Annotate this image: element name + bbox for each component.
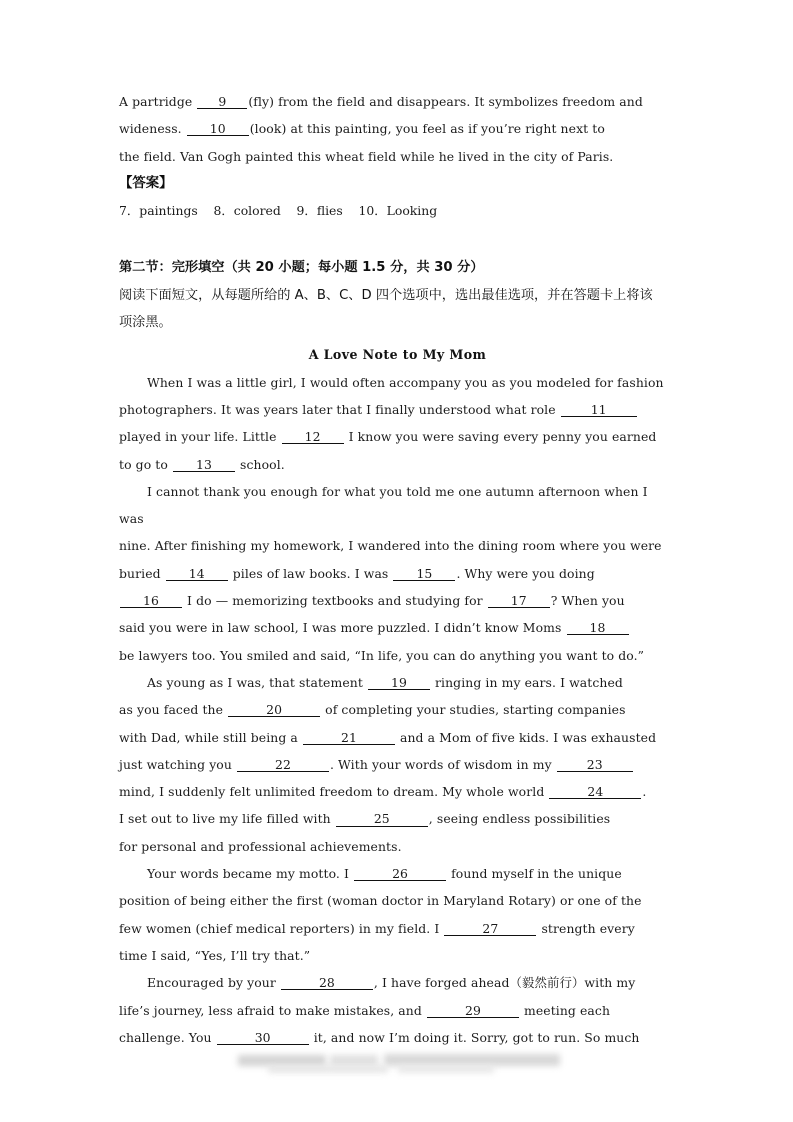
passage-paragraph-1 <box>119 369 676 478</box>
p5-line2a: life’s journey, less afraid to make mistakes, and <box>119 1002 426 1018</box>
blank-9[interactable]: 9 <box>197 95 247 109</box>
cloze-text-10b: (look) at this painting, you feel as if you’re right next to <box>249 121 605 137</box>
p5-line2b: meeting each <box>519 1002 611 1018</box>
footer-watermark <box>238 1048 560 1074</box>
p5-line3b: it, and now I’m doing it. Sorry, got to run. So much <box>309 1029 640 1045</box>
p3-line3a: with Dad, while still being a <box>119 729 302 745</box>
blank-21[interactable]: 21 <box>303 731 395 745</box>
section-heading: 第二节：完形填空（共 20 小题；每小题 1.5 分，共 30 分） <box>119 260 484 276</box>
p3-line6a: I set out to live my life filled with <box>119 811 335 827</box>
blank-26[interactable]: 26 <box>354 867 446 881</box>
cloze-text-10a: wideness. <box>119 121 186 137</box>
p3-line2a: as you faced the <box>119 702 228 718</box>
passage-paragraph-2 <box>119 478 676 669</box>
blank-23[interactable]: 23 <box>557 758 633 772</box>
p3-line3b: and a Mom of five kids. I was exhausted <box>395 729 657 745</box>
cloze-intro-paragraph <box>119 88 676 170</box>
blank-12[interactable]: 12 <box>282 430 344 444</box>
instruction-line-2: 项涂黑。 <box>119 315 172 331</box>
blank-19[interactable]: 19 <box>368 676 430 690</box>
blank-22[interactable]: 22 <box>237 758 329 772</box>
p3-line4b: . With your words of wisdom in my <box>329 756 556 772</box>
cloze-text-9a: A partridge <box>119 94 197 109</box>
p2-line4b: I do — memorizing textbooks and studying for <box>183 593 487 609</box>
instruction-line-1: 阅读下面短文，从每题所给的 A、B、C、D 四个选项中，选出最佳选项，并在答题卡上将该 <box>119 287 653 303</box>
p2-line3a: buried <box>119 565 165 581</box>
p5-line3a: challenge. You <box>119 1029 216 1045</box>
blank-24[interactable]: 24 <box>549 785 641 799</box>
section-spacer <box>119 224 676 254</box>
p2-line1: I cannot thank you enough for what you told me one autumn afternoon when I was <box>119 483 652 527</box>
p3-line6b: , seeing endless possibilities <box>428 811 611 827</box>
p1-line4b: school. <box>236 456 285 472</box>
passage-paragraph-3 <box>119 669 676 860</box>
passage-title: A Love Note to My Mom <box>308 347 487 363</box>
passage-paragraph-4 <box>119 860 676 969</box>
watermark-segment <box>398 1065 494 1073</box>
blank-16[interactable]: 16 <box>120 594 182 608</box>
p2-line3b: piles of law books. I was <box>228 565 393 581</box>
blank-27[interactable]: 27 <box>444 922 536 936</box>
blank-13[interactable]: 13 <box>173 458 235 472</box>
p1-line4a: to go to <box>119 456 172 472</box>
cloze-text-9b: (fly) from the field and disappears. It symbolizes freedom and <box>248 94 643 109</box>
passage-paragraph-5 <box>119 969 676 1051</box>
p1-line2a: photographers. It was years later that I finally understood what role <box>119 401 560 417</box>
blank-20[interactable]: 20 <box>228 703 320 717</box>
blank-11[interactable]: 11 <box>561 403 637 417</box>
blank-28[interactable]: 28 <box>281 976 373 990</box>
answer-heading: 【答案】 <box>119 175 173 191</box>
blank-18[interactable]: 18 <box>567 621 629 635</box>
p4-line3a: few women (chief medical reporters) in my field. I <box>119 920 444 936</box>
p1-line3a: played in your life. Little <box>119 429 281 445</box>
p3-line2b: of completing your studies, starting companies <box>321 702 626 718</box>
p3-line4a: just watching you <box>119 756 236 772</box>
blank-15[interactable]: 15 <box>393 567 455 581</box>
p1-line1: When I was a little girl, I would often accompany you as you modeled for fashion <box>147 374 664 390</box>
blank-25[interactable]: 25 <box>336 812 428 826</box>
p3-line5a: mind, I suddenly felt unlimited freedom to dream. My whole world <box>119 784 549 800</box>
p3-line1b: ringing in my ears. I watched <box>430 674 623 690</box>
p1-line3b: I know you were saving every penny you earned <box>344 429 657 445</box>
p2-line5a: said you were in law school, I was more puzzled. I didn’t know Moms <box>119 620 566 636</box>
p4-line1b: found myself in the unique <box>447 866 622 882</box>
p3-line1a: As young as I was, that statement <box>147 674 367 690</box>
watermark-segment <box>268 1065 388 1073</box>
p4-line3b: strength every <box>537 920 635 936</box>
p5-line1b: , I have forged ahead（毅然前行）with my <box>373 975 636 991</box>
blank-30[interactable]: 30 <box>217 1031 309 1045</box>
section-instruction <box>119 282 676 337</box>
p2-line3c: . Why were you doing <box>456 565 595 581</box>
cloze-text-line3: the field. Van Gogh painted this wheat field while he lived in the city of Paris. <box>119 148 614 164</box>
p2-line6: be lawyers too. You smiled and said, “In life, you can do anything you want to do.” <box>119 647 645 663</box>
blank-29[interactable]: 29 <box>427 1004 519 1018</box>
p3-line7: for personal and professional achievements. <box>119 838 402 854</box>
p4-line2: position of being either the first (woman doctor in Maryland Rotary) or one of the <box>119 893 642 909</box>
p4-line1a: Your words became my motto. I <box>147 866 354 882</box>
blank-14[interactable]: 14 <box>166 567 228 581</box>
blank-17[interactable]: 17 <box>488 594 550 608</box>
blank-10[interactable]: 10 <box>187 122 249 136</box>
p3-line5b: . <box>642 784 647 800</box>
answer-list: 7．paintings 8．colored 9．flies 10．Looking <box>119 203 438 219</box>
p2-line2: nine. After finishing my homework, I wandered into the dining room where you were <box>119 538 662 554</box>
p4-line4: time I said, “Yes, I’ll try that.” <box>119 947 311 963</box>
p5-line1a: Encouraged by your <box>147 975 280 991</box>
p2-line4c: ? When you <box>550 593 625 609</box>
page-content <box>119 88 676 1051</box>
